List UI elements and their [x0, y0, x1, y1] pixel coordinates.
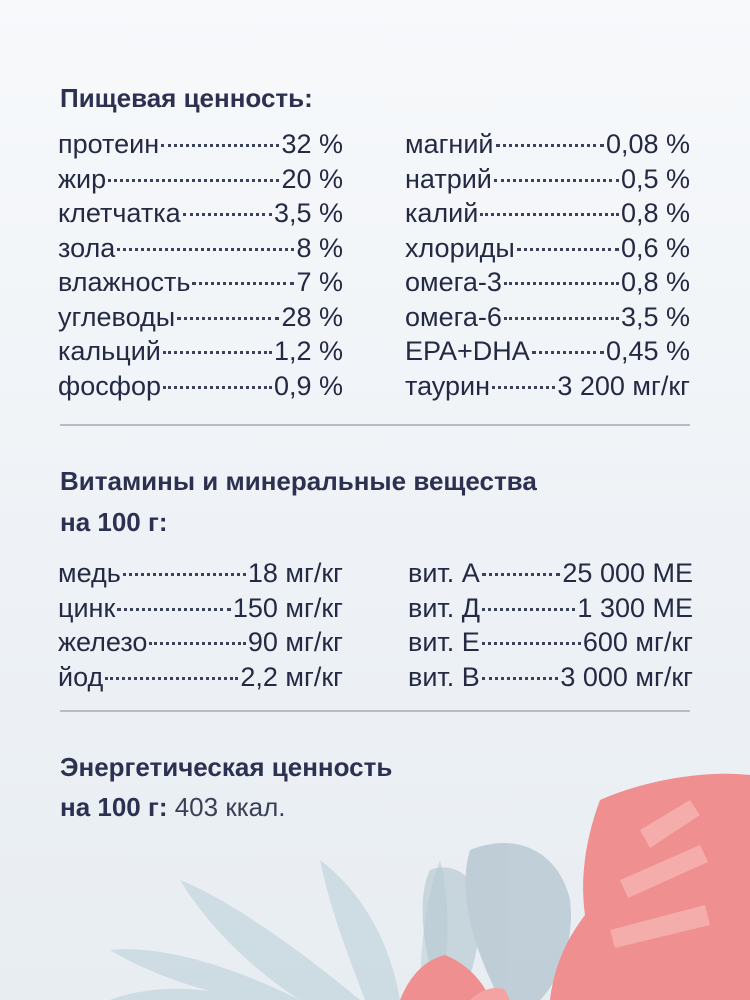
item-label: EPA+DHA [405, 336, 530, 366]
dot-leader [163, 386, 272, 389]
item-value: 3,5 % [273, 198, 343, 228]
item-value: 0,5 % [620, 163, 690, 194]
item-label: зола [58, 232, 116, 263]
dot-leader [482, 608, 575, 611]
item-value: 0,08 % [605, 129, 690, 159]
item-label: вит. Д [408, 592, 481, 623]
item-value: 150 мг/кг [232, 592, 343, 623]
list-item [405, 196, 690, 231]
dot-leader [117, 248, 294, 251]
item-label: магний [405, 129, 494, 159]
list-item [58, 369, 343, 404]
list-item [405, 334, 690, 369]
dot-leader [108, 179, 279, 182]
item-label: влажность [58, 267, 191, 297]
item-label: протеин [58, 129, 160, 159]
item-value: 3 000 мг/кг [560, 661, 693, 692]
item-value: 1 300 МЕ [577, 592, 693, 623]
dot-leader [494, 179, 619, 182]
list-item [58, 162, 343, 197]
dot-leader [482, 573, 561, 576]
energy-title: Энергетическая ценность [60, 752, 393, 782]
list-item [58, 591, 343, 626]
item-value: 3,5 % [620, 301, 690, 332]
dot-leader [496, 144, 604, 147]
item-label: йод [58, 661, 104, 692]
energy-line [60, 788, 286, 826]
item-value: 28 % [281, 301, 343, 332]
dot-leader [492, 386, 555, 389]
dot-leader [482, 677, 559, 680]
list-item [408, 556, 693, 591]
vitamins-left-list [58, 556, 343, 694]
item-label: вит. В [408, 661, 480, 692]
item-value: 7 % [296, 267, 343, 297]
dot-leader [482, 642, 581, 645]
dot-leader [105, 677, 238, 680]
list-item [58, 300, 343, 335]
item-value: 3 200 мг/кг [557, 370, 690, 401]
item-label: клетчатка [58, 198, 181, 228]
list-item [408, 591, 693, 626]
item-label: фосфор [58, 370, 161, 401]
dot-leader [183, 213, 272, 216]
list-item [58, 625, 343, 660]
list-item [408, 625, 693, 660]
list-item [405, 127, 690, 162]
dot-leader [117, 608, 231, 611]
item-value: 20 % [281, 163, 343, 194]
list-item [405, 369, 690, 404]
item-label: вит. Е [408, 627, 480, 657]
nutrition-right-list [405, 127, 690, 403]
item-label: кальций [58, 336, 161, 366]
item-value: 0,9 % [273, 370, 343, 401]
list-item [405, 300, 690, 335]
item-value: 0,8 % [620, 267, 690, 297]
vitamins-subtitle: на 100 г: [60, 507, 168, 537]
item-value: 600 мг/кг [582, 627, 693, 657]
item-value: 18 мг/кг [247, 558, 343, 588]
item-label: жир [58, 163, 107, 194]
dot-leader [161, 144, 279, 147]
dot-leader [192, 282, 294, 285]
item-label: омега-6 [405, 301, 502, 332]
item-label: натрий [405, 163, 492, 194]
list-item [58, 127, 343, 162]
item-value: 1,2 % [273, 336, 343, 366]
dot-leader [517, 248, 619, 251]
item-value: 32 % [281, 129, 343, 159]
list-item [405, 231, 690, 266]
list-item [408, 660, 693, 695]
nutrition-title: Пищевая ценность: [60, 83, 313, 113]
item-value: 90 мг/кг [247, 627, 343, 657]
nutrition-left-list [58, 127, 343, 403]
list-item [58, 556, 343, 591]
item-label: таурин [405, 370, 490, 401]
energy-label: на 100 г: [60, 792, 168, 822]
dot-leader [504, 317, 619, 320]
item-label: цинк [58, 592, 116, 623]
item-value: 0,8 % [620, 198, 690, 228]
dot-leader [480, 213, 619, 216]
item-value: 8 % [296, 232, 343, 263]
item-label: омега-3 [405, 267, 502, 297]
vitamins-right-list [408, 556, 693, 694]
dot-leader [532, 351, 604, 354]
energy-value: 403 ккал. [174, 792, 286, 822]
list-item [58, 231, 343, 266]
dot-leader [149, 642, 245, 645]
divider [60, 424, 690, 426]
item-label: хлориды [405, 232, 515, 263]
item-label: железо [58, 627, 148, 657]
dot-leader [177, 317, 279, 320]
palm-leaf-icon [110, 860, 448, 1000]
item-value: 25 000 МЕ [562, 558, 693, 588]
item-label: медь [58, 558, 121, 588]
item-value: 2,2 мг/кг [240, 661, 343, 692]
item-label: углеводы [58, 301, 176, 332]
dot-leader [163, 351, 272, 354]
vitamins-title: Витамины и минеральные вещества [60, 466, 537, 496]
dot-leader [504, 282, 619, 285]
list-item [58, 660, 343, 695]
divider [60, 710, 690, 712]
list-item [58, 196, 343, 231]
item-label: вит. А [408, 558, 480, 588]
item-label: калий [405, 198, 479, 228]
item-value: 0,45 % [605, 336, 690, 366]
list-item [58, 265, 343, 300]
list-item [405, 265, 690, 300]
item-value: 0,6 % [620, 232, 690, 263]
list-item [405, 162, 690, 197]
list-item [58, 334, 343, 369]
dot-leader [123, 573, 246, 576]
